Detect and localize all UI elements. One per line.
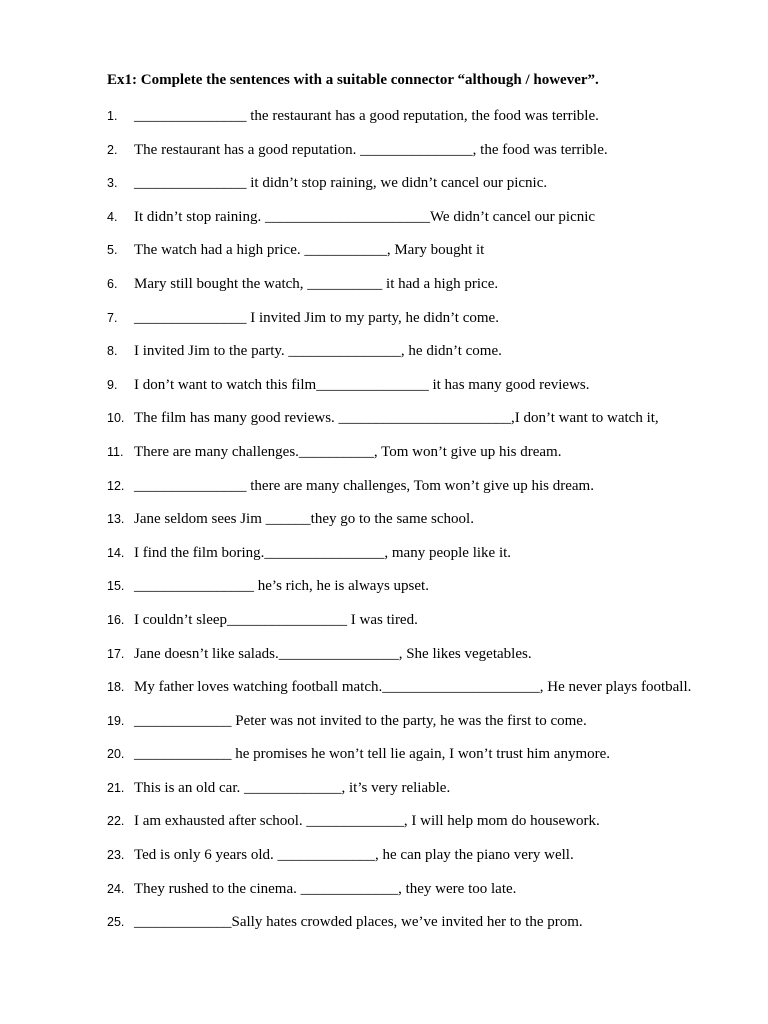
list-item — [0, 239, 768, 273]
item-number: 6. — [107, 276, 118, 291]
item-number: 4. — [107, 209, 118, 224]
item-sentence: _____________ he promises he won’t tell lie again, I won’t trust him anymore. — [134, 746, 611, 763]
item-sentence: _______________ the restaurant has a good reputation, the food was terrible. — [134, 108, 599, 124]
list-item — [0, 878, 768, 912]
item-sentence: _______________ it didn’t stop raining, we didn’t cancel our picnic. — [134, 175, 548, 192]
item-number: 21. — [107, 780, 125, 795]
item-sentence: The restaurant has a good reputation. _______________, the food was terrible. — [134, 141, 608, 158]
list-item — [0, 475, 768, 509]
item-sentence: I don’t want to watch this film_______________ it has many good reviews. — [134, 376, 590, 393]
item-number: 12. — [107, 478, 125, 493]
item-number: 7. — [107, 310, 118, 325]
list-item — [0, 206, 768, 240]
item-number: 9. — [107, 377, 118, 392]
list-item — [0, 643, 768, 677]
item-number: 23. — [107, 848, 125, 863]
sentence-list — [0, 105, 768, 945]
list-item — [0, 340, 768, 374]
item-sentence: The watch had a high price. ___________, Mary bought it — [134, 242, 485, 259]
item-number: 24. — [107, 881, 125, 896]
list-item — [0, 105, 768, 139]
item-number: 25. — [107, 915, 125, 930]
list-item — [0, 844, 768, 878]
item-sentence: The film has many good reviews. _______________________,I don’t want to watch it, — [134, 410, 659, 427]
item-number: 10. — [107, 411, 125, 426]
item-number: 1. — [107, 109, 118, 123]
item-number: 16. — [107, 612, 125, 627]
list-item — [0, 441, 768, 475]
list-item — [0, 273, 768, 307]
list-item — [0, 743, 768, 777]
item-sentence: Mary still bought the watch, __________ it had a high price. — [134, 275, 499, 292]
item-sentence: They rushed to the cinema. _____________, they were too late. — [134, 880, 517, 897]
item-number: 8. — [107, 344, 118, 359]
list-item — [0, 810, 768, 844]
list-item — [0, 676, 768, 710]
item-sentence: There are many challenges.__________, Tom won’t give up his dream. — [134, 443, 562, 460]
item-sentence: I am exhausted after school. _____________, I will help mom do housework. — [134, 813, 600, 830]
item-sentence: ________________ he’s rich, he is always upset. — [134, 578, 429, 595]
item-sentence: Jane doesn’t like salads.________________, She likes vegetables. — [134, 645, 532, 662]
item-number: 2. — [107, 142, 118, 157]
list-item — [0, 307, 768, 341]
list-item — [0, 575, 768, 609]
item-sentence: I find the film boring.________________, many people like it. — [134, 544, 512, 561]
item-sentence: My father loves watching football match._____________________, He never plays football. — [134, 679, 692, 696]
list-item — [0, 710, 768, 744]
item-sentence: This is an old car. _____________, it’s very reliable. — [134, 779, 451, 796]
list-item — [0, 374, 768, 408]
item-sentence: I couldn’t sleep________________ I was tired. — [134, 611, 418, 628]
list-item — [0, 542, 768, 576]
item-number: 19. — [107, 713, 125, 728]
item-sentence: _____________ Peter was not invited to the party, he was the first to come. — [134, 712, 587, 729]
item-sentence: _______________ I invited Jim to my party, he didn’t come. — [134, 309, 499, 326]
list-item — [0, 911, 768, 945]
item-sentence: _____________Sally hates crowded places, we’ve invited her to the prom. — [134, 914, 583, 931]
item-number: 20. — [107, 747, 125, 762]
item-number: 3. — [107, 176, 118, 191]
item-sentence: Ted is only 6 years old. _____________, he can play the piano very well. — [134, 847, 574, 864]
item-sentence: _______________ there are many challenges, Tom won’t give up his dream. — [134, 477, 594, 494]
list-item — [0, 777, 768, 811]
list-item — [0, 139, 768, 173]
item-number: 17. — [107, 646, 125, 661]
item-number: 5. — [107, 243, 118, 258]
item-number: 15. — [107, 579, 125, 594]
item-number: 14. — [107, 545, 125, 560]
list-item — [0, 172, 768, 206]
item-sentence: Jane seldom sees Jim ______they go to the same school. — [134, 511, 474, 528]
item-sentence: It didn’t stop raining. ______________________We didn’t cancel our picnic — [134, 208, 596, 225]
item-sentence: I invited Jim to the party. _______________, he didn’t come. — [134, 343, 502, 360]
item-number: 22. — [107, 814, 125, 829]
list-item — [0, 407, 768, 441]
item-number: 13. — [107, 512, 125, 527]
list-item — [0, 609, 768, 643]
list-item — [0, 508, 768, 542]
exercise-title: Ex1: Complete the sentences with a suitable connector “although / however”. — [107, 72, 599, 88]
item-number: 18. — [107, 680, 125, 695]
item-number: 11. — [107, 444, 124, 459]
